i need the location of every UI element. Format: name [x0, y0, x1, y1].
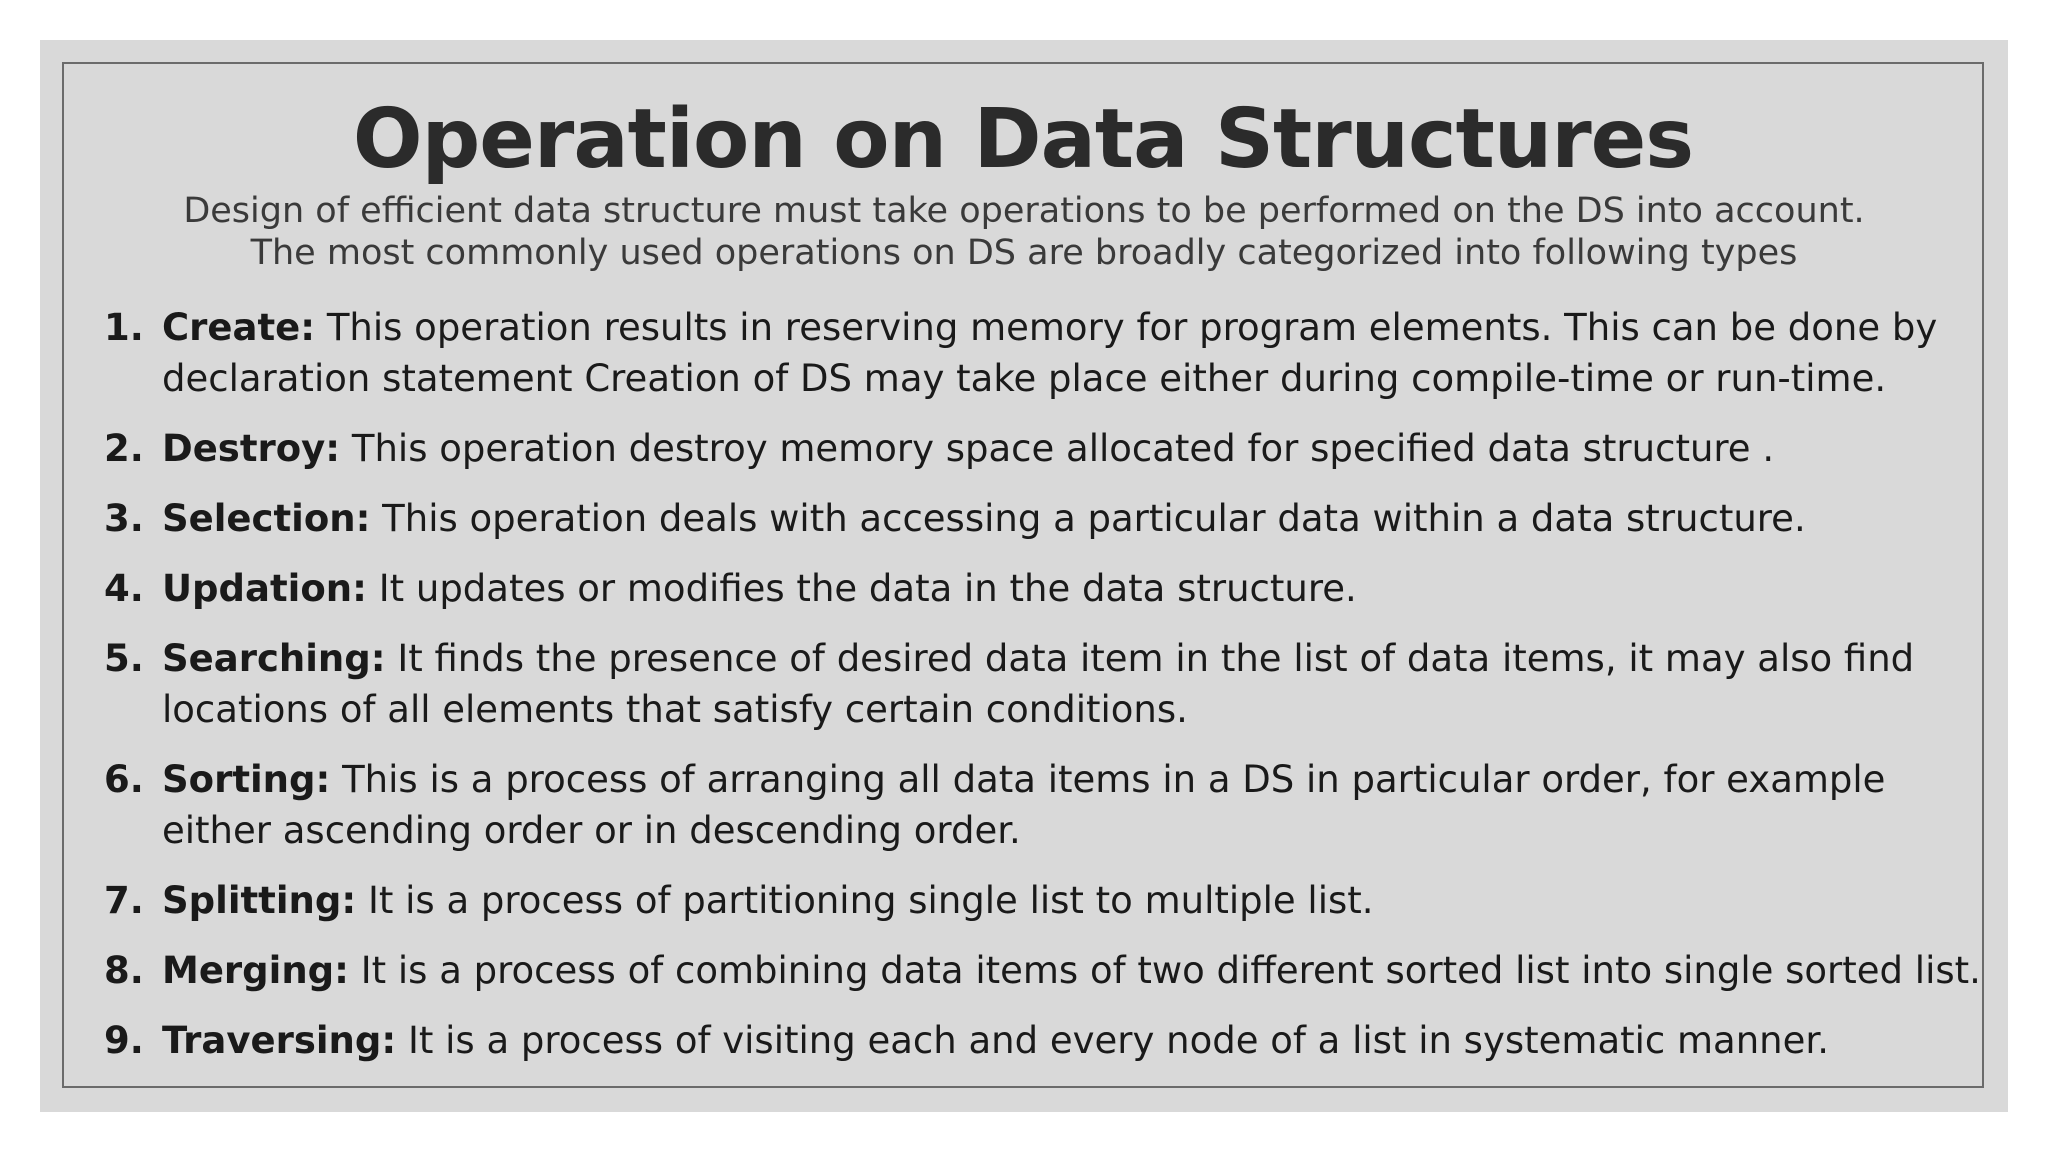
operation-item-updation [104, 563, 1984, 614]
operation-description: This is a process of arranging all data items in a DS in particular order, for example either ascending order or in descending order. [162, 758, 1886, 852]
subtitle-line-2: The most commonly used operations on DS are broadly categorized into following types [250, 233, 1798, 273]
operation-number: 1. [104, 306, 144, 349]
subtitle-line-1: Design of efficient data structure must take operations to be performed on the DS into account. [183, 191, 1865, 231]
operation-term: Sorting: [162, 758, 331, 801]
operation-description: This operation deals with accessing a particular data within a data structure. [382, 497, 1806, 540]
operation-number: 8. [104, 949, 144, 992]
operation-term: Create: [162, 306, 316, 349]
operation-number: 3. [104, 497, 144, 540]
operation-item-create [104, 302, 1984, 404]
operation-description: This operation destroy memory space allocated for specified data structure . [351, 427, 1775, 470]
operation-term: Destroy: [162, 427, 341, 470]
slide-frame [62, 62, 1984, 1088]
operation-description: This operation results in reserving memory for program elements. This can be done by declaration statement Creation of DS may take place either during compile-time or run-time. [162, 306, 1938, 400]
operation-number: 6. [104, 758, 144, 801]
operation-number: 4. [104, 567, 144, 610]
operation-number: 5. [104, 637, 144, 680]
slide [40, 40, 2008, 1112]
operation-term: Traversing: [162, 1019, 397, 1062]
operation-number: 7. [104, 879, 144, 922]
operation-number: 2. [104, 427, 144, 470]
operation-item-sorting [104, 754, 1984, 856]
operation-item-destroy [104, 423, 1984, 474]
operation-term: Selection: [162, 497, 371, 540]
operation-item-traversing [104, 1015, 1984, 1066]
operation-description: It is a process of visiting each and every node of a list in systematic manner. [407, 1019, 1829, 1062]
slide-subtitle [104, 190, 1944, 274]
operation-term: Merging: [162, 949, 349, 992]
operation-description: It is a process of combining data items of two different sorted list into single sorted list. [360, 949, 1981, 992]
operation-item-searching [104, 633, 1984, 735]
operations-list [104, 302, 1984, 1085]
operation-description: It finds the presence of desired data item in the list of data items, it may also find locations of all elements that satisfy certain conditions. [162, 637, 1915, 731]
operation-description: It is a process of partitioning single list to multiple list. [367, 879, 1374, 922]
operation-description: It updates or modifies the data in the data structure. [378, 567, 1357, 610]
operation-term: Splitting: [162, 879, 357, 922]
operation-item-splitting [104, 875, 1984, 926]
slide-title: Operation on Data Structures [352, 92, 1694, 187]
operation-term: Searching: [162, 637, 386, 680]
operation-number: 9. [104, 1019, 144, 1062]
operation-item-selection [104, 493, 1984, 544]
operation-term: Updation: [162, 567, 367, 610]
operation-item-merging [104, 945, 1984, 996]
